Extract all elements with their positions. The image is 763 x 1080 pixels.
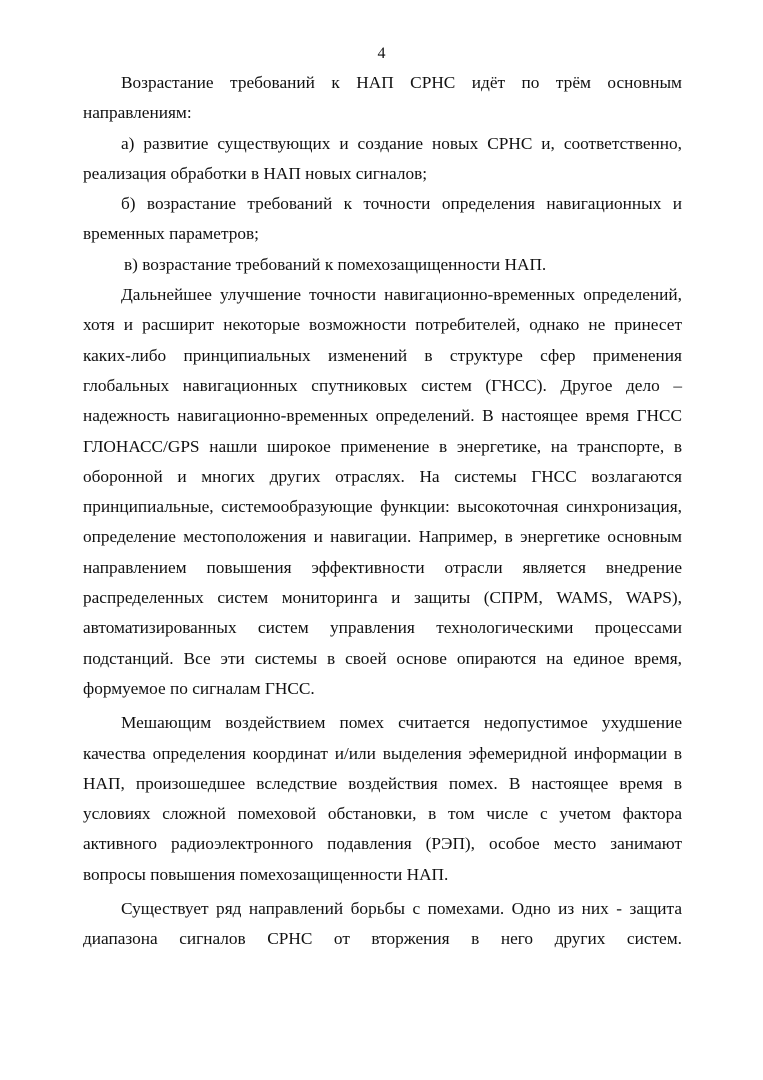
document-body	[83, 68, 682, 955]
paragraph-item-b: б) возрастание требований к точности определения навигационных и временных параметров;	[83, 194, 682, 244]
page-number: 4	[377, 45, 386, 62]
paragraph-item-a: а) развитие существующих и создание новых СРНС и, соответственно, реализация обработки в НАП новых сигналов;	[83, 133, 682, 183]
paragraph-item-c: в) возрастание требований к помехозащищенности НАП.	[124, 254, 547, 274]
paragraph-countermeasures: Существует ряд направлений борьбы с помехами. Одно из них - защита диапазона сигналов СРНС от вторжения в него других систем.	[83, 899, 682, 949]
paragraph-intro: Возрастание требований к НАП СРНС идёт по трём основным направлениям:	[83, 73, 682, 123]
paragraph-interference: Мешающим воздействием помех считается недопустимое ухудшение качества определения координат и/или выделения эфемеридной информации в НАП, произошедшее вследствие воздействия помех. В настоящее время в условиях сложной помеховой обстановки, в том числе с учетом фактора активного радиоэлектронного подавления (РЭП), особое место занимают вопросы повышения помехозащищенности НАП.	[83, 713, 682, 884]
paragraph-accuracy-reliability: Дальнейшее улучшение точности навигационно-временных определений, хотя и расширит некоторые возможности потребителей, однако не принесет каких-либо принципиальных изменений в структуре сфер применения глобальных навигационных спутниковых систем (ГНСС). Другое дело – надежность навигационно-временных определений. В настоящее время ГНСС ГЛОНАСС/GPS нашли широкое применение в энергетике, на транспорте, в оборонной и многих других отраслях. На системы ГНСС возлагаются принципиальные, системообразующие функции: высокоточная синхронизация, определение местоположения и навигации. Например, в энергетике основным направлением повышения эффективности отрасли является внедрение распределенных систем мониторинга и защиты (СПРМ, WAMS, WAPS), автоматизированных систем управления технологическими процессами подстанций. Все эти системы в своей основе опираются на единое время, формуемое по сигналам ГНСС.	[83, 285, 682, 698]
